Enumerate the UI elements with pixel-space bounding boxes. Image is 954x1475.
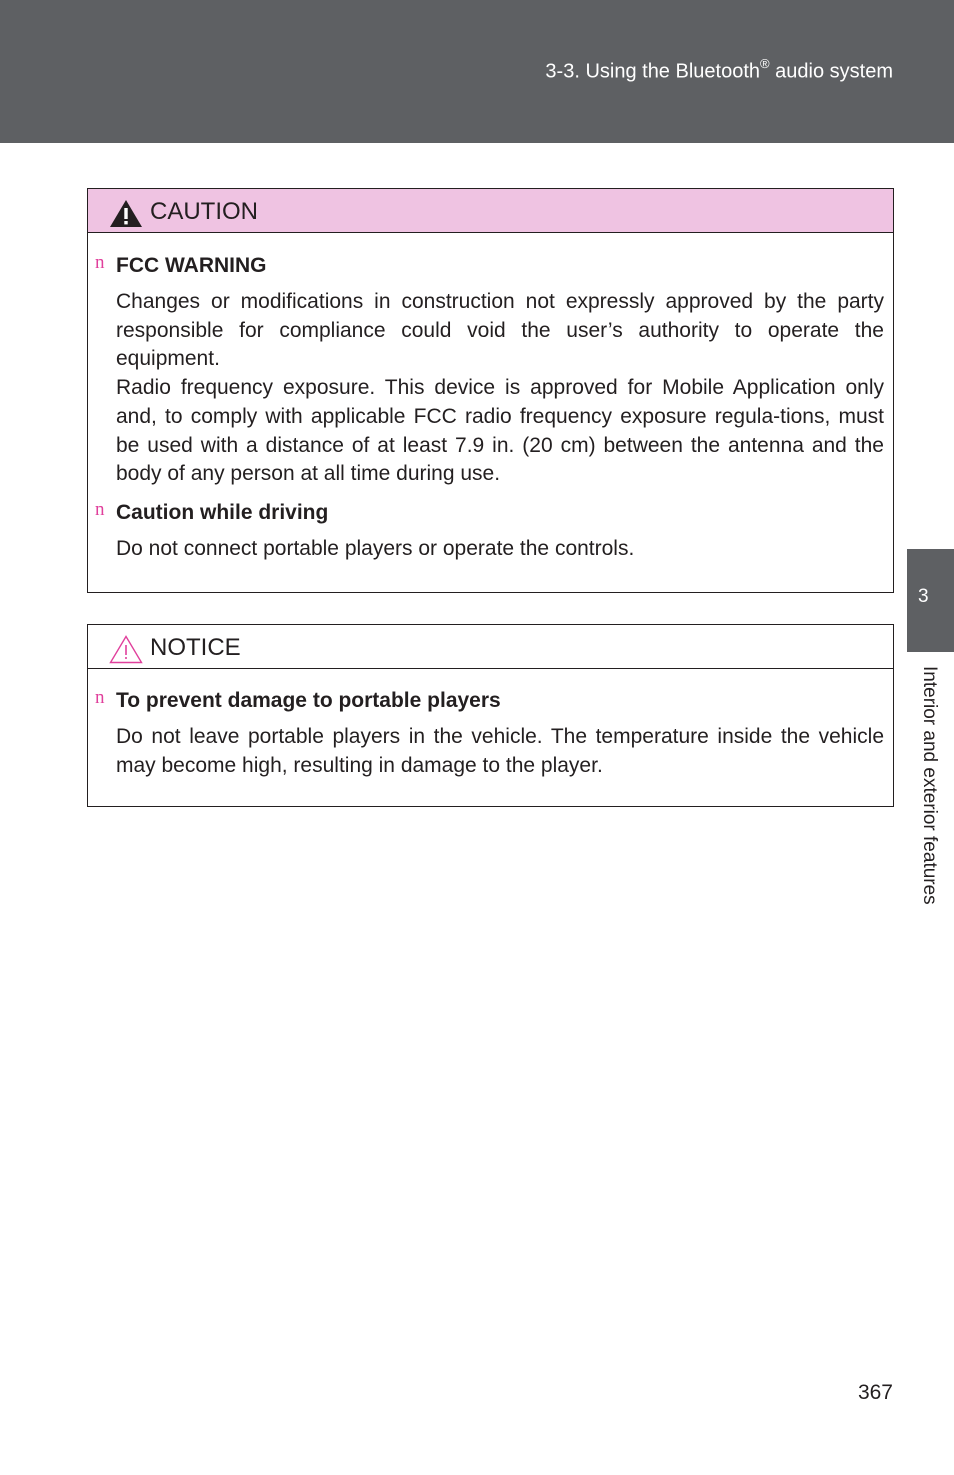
item-paragraph: Do not leave portable players in the vehicle. The temperature inside the vehicle may become high, resulting in damage to the player. bbox=[116, 725, 884, 777]
section-title-suffix: audio system bbox=[769, 60, 893, 83]
notice-label: NOTICE bbox=[150, 634, 241, 661]
caution-item-driving bbox=[88, 499, 893, 564]
bullet-marker: n bbox=[95, 252, 105, 273]
caution-item-fcc-warning bbox=[88, 252, 893, 489]
page-number: 367 bbox=[857, 1381, 893, 1404]
caution-header bbox=[88, 189, 893, 233]
chapter-tab bbox=[907, 549, 954, 652]
notice-item-portable-players bbox=[88, 687, 893, 780]
item-paragraph: Do not connect portable players or operate the controls. bbox=[116, 536, 635, 560]
item-title: To prevent damage to portable players bbox=[116, 689, 501, 712]
caution-box bbox=[87, 188, 894, 593]
page-header bbox=[0, 0, 954, 143]
chapter-number: 3 bbox=[918, 586, 929, 607]
chapter-title: Interior and exterior features bbox=[919, 666, 940, 905]
item-paragraph: Changes or modifications in construction not expressly approved by the party responsible for compliance could void the user’s authority to operate the equipment. bbox=[116, 290, 884, 371]
section-title-text: 3-3. Using the Bluetooth bbox=[545, 60, 761, 83]
bullet-marker: n bbox=[95, 687, 105, 708]
registered-mark: ® bbox=[760, 56, 770, 71]
bullet-marker: n bbox=[95, 498, 105, 520]
item-title: FCC WARNING bbox=[116, 254, 267, 277]
item-title: Caution while driving bbox=[116, 500, 329, 524]
item-paragraph: Radio frequency exposure. This device is approved for Mobile Application only and, to comply with applicable FCC radio frequency exposure regula-tions, must be used with a distance of at least 7.9 in. (20 cm) between the antenna and the body of any person at all time during use. bbox=[116, 376, 884, 486]
warning-triangle-icon bbox=[109, 199, 143, 228]
notice-box bbox=[87, 624, 894, 807]
notice-triangle-icon bbox=[109, 635, 143, 664]
section-title bbox=[545, 58, 893, 84]
caution-label: CAUTION bbox=[150, 198, 258, 225]
notice-header bbox=[88, 625, 893, 669]
